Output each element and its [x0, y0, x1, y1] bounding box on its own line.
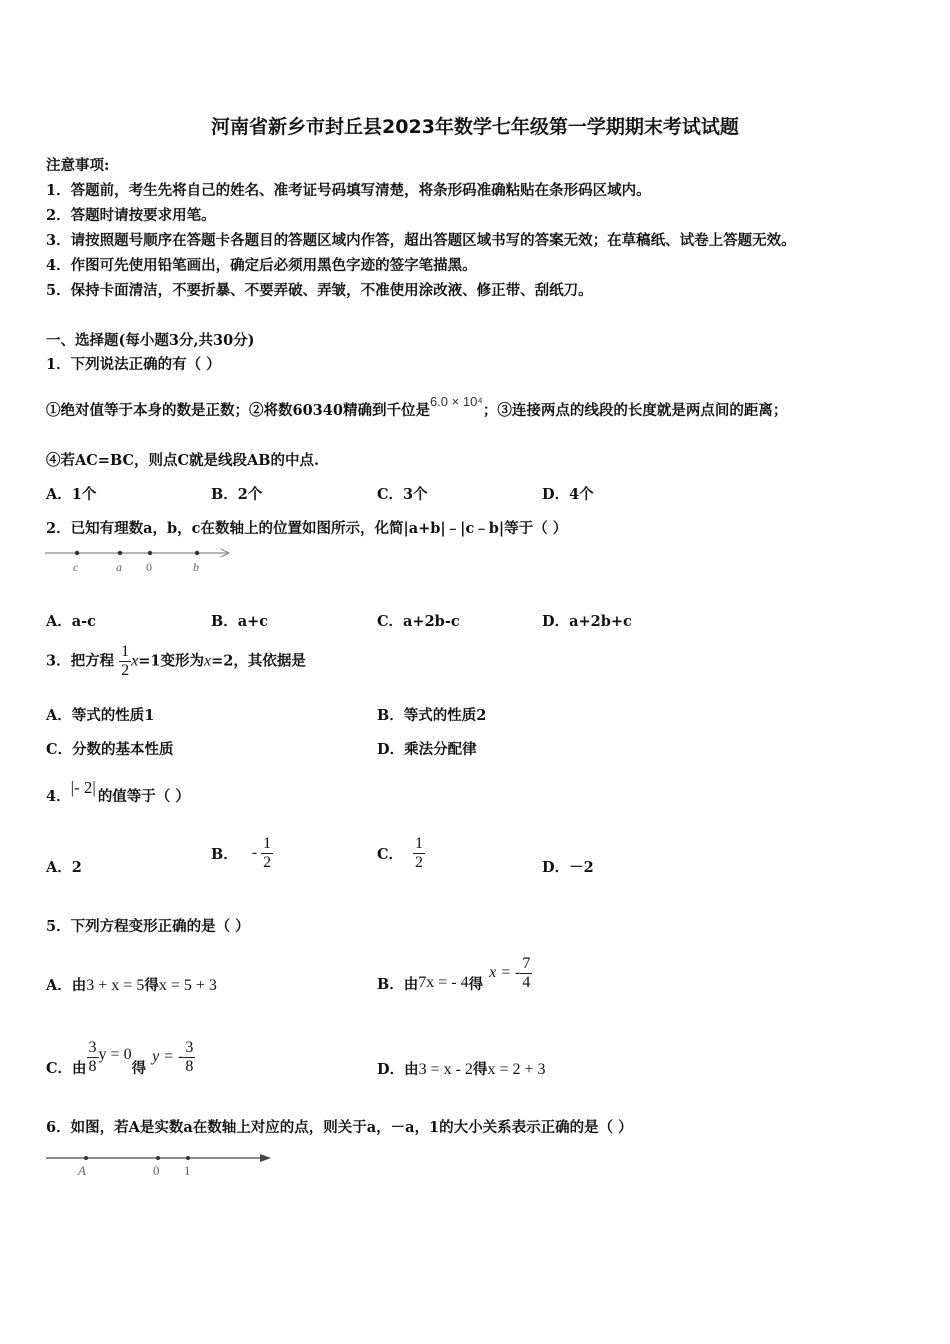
q1-option-b: B．2个 [211, 486, 263, 503]
section-heading: 一、选择题(每小题3分,共30分) [46, 332, 255, 349]
q1-stem: 1．下列说法正确的有（ ） [46, 356, 221, 373]
q6-label-0: 0 [153, 1163, 160, 1178]
q5-option-b-fraction [520, 955, 532, 992]
q2-point-b [195, 551, 199, 555]
q5-option-b-label: B．由 [377, 975, 419, 993]
q5-option-c [46, 1034, 195, 1080]
q2-label-c: c [73, 560, 79, 574]
q4-option-c-label: C． [377, 845, 404, 863]
q5-option-c-lhs: y = - [152, 1048, 184, 1065]
q2-option-d: D．a+2b+c [542, 613, 632, 630]
q1-statement-2: ③连接两点的线段的长度就是两点间的距离； [497, 402, 788, 419]
q3-option-c: C．分数的基本性质 [46, 741, 174, 758]
q1-option-a: A．1个 [46, 486, 97, 503]
q4-abs-expr: |- 2| [70, 778, 96, 797]
q5-option-b [377, 950, 532, 996]
q3-frac-num: 1 [121, 643, 130, 660]
q5-stem: 5．下列方程变形正确的是（ ） [46, 918, 250, 935]
q5-option-b-de: 得 [468, 975, 484, 993]
q4-option-b-label: B． [211, 845, 238, 863]
q4-number: 4． [46, 788, 71, 805]
q2-label-a: a [116, 560, 122, 574]
q1-statement-1: ①绝对值等于本身的数是正数；②将数60340精确到千位是 [46, 402, 430, 419]
q1-statement-line-1 [46, 394, 788, 420]
q3-var-x-2: x [204, 652, 212, 670]
q5-option-c-mid: y = 0 [98, 1046, 132, 1063]
q3-stem [46, 643, 306, 680]
q4-option-b-fraction [261, 835, 273, 872]
q4-option-b-num: 1 [263, 834, 272, 852]
q3-option-b: B．等式的性质2 [377, 707, 487, 724]
q4-option-b [211, 830, 273, 876]
q5-option-a-expr-2: x = 5 + 3 [158, 977, 217, 994]
q5-option-a [46, 974, 217, 995]
q4-stem [46, 778, 190, 806]
q5-option-c-den-2: 8 [185, 1057, 194, 1075]
q1-option-c: C．3个 [377, 486, 428, 503]
q2-option-b: B．a+c [211, 613, 269, 630]
q4-option-c-fraction [413, 835, 425, 872]
q3-suffix-1: =1变形为 [138, 652, 205, 670]
q6-point-1 [186, 1156, 190, 1160]
q5-option-b-num: 7 [522, 954, 531, 972]
q3-option-d: D．乘法分配律 [377, 741, 477, 758]
q1-option-d: D．4个 [542, 486, 594, 503]
notes-heading: 注意事项: [46, 157, 110, 174]
q1-sci-notation: 6.0 × 10⁴ [429, 394, 483, 409]
q3-option-a: A．等式的性质1 [46, 707, 155, 724]
q2-point-c [75, 551, 79, 555]
q2-number-line [40, 540, 240, 576]
note-item-4: 4．作图可先使用铅笔画出，确定后必须用黑色字迹的签字笔描黑。 [46, 257, 477, 274]
q6-point-0 [156, 1156, 160, 1160]
note-item-3: 3．请按照题号顺序在答题卡各题目的答题区域内作答，超出答题区域书写的答案无效；在草稿纸、试卷上答题无效。 [46, 232, 796, 249]
q5-option-c-label: C．由 [46, 1059, 87, 1077]
note-item-2: 2．答题时请按要求用笔。 [46, 207, 216, 224]
q5-option-c-den-1: 8 [88, 1057, 97, 1075]
q6-stem: 6．如图，若A是实数a在数轴上对应的点，则关于a，－a，1的大小关系表示正确的是（ ） [46, 1119, 633, 1136]
q1-sci-tail: ； [482, 402, 498, 419]
q2-label-b: b [193, 560, 199, 574]
q2-label-0: 0 [146, 560, 152, 574]
q5-option-b-den: 4 [522, 973, 531, 991]
q3-var-x: x [131, 652, 139, 670]
q4-option-b-sign: - [251, 844, 258, 861]
q4-option-c-den: 2 [415, 853, 424, 871]
q4-option-b-den: 2 [263, 853, 272, 871]
q5-option-c-fraction-1 [87, 1039, 99, 1076]
q5-option-c-num-1: 3 [88, 1038, 97, 1056]
q2-option-a: A．a-c [46, 613, 96, 630]
q2-point-0 [148, 551, 152, 555]
note-item-1: 1．答题前，考生先将自己的姓名、准考证号码填写清楚，将条形码准确粘贴在条形码区域内。 [46, 182, 651, 199]
q6-number-line [40, 1148, 280, 1184]
q4-option-c-num: 1 [415, 834, 424, 852]
q5-option-a-expr-1: 3 + x = 5 [86, 977, 145, 994]
q5-option-a-de: 得 [144, 977, 159, 994]
q6-label-a: A [78, 1163, 86, 1178]
q3-prefix: 3．把方程 [46, 652, 115, 670]
q3-suffix-2: =2，其依据是 [211, 652, 306, 670]
q6-label-1: 1 [184, 1163, 191, 1178]
q4-option-c [377, 830, 425, 876]
q5-option-d [377, 1058, 545, 1079]
q6-point-a [84, 1156, 88, 1160]
q5-option-d-de: 得 [472, 1061, 488, 1078]
q3-fraction [119, 643, 131, 680]
q5-option-d-expr-2: x = 2 + 3 [487, 1061, 546, 1078]
q5-option-c-de: 得 [131, 1059, 147, 1077]
q5-option-b-expr-1: 7x = - 4 [418, 974, 469, 991]
q5-option-a-label: A．由 [46, 977, 87, 994]
q1-statement-3: ④若AC=BC，则点C就是线段AB的中点. [46, 452, 320, 469]
q4-text: 的值等于（ ） [97, 788, 190, 805]
q5-option-d-label: D．由 [377, 1061, 419, 1078]
q4-option-a: A．2 [46, 859, 82, 876]
q6-axis-arrow [260, 1154, 271, 1162]
page-title: 河南省新乡市封丘县2023年数学七年级第一学期期末考试试题 [211, 116, 739, 138]
q3-frac-den: 2 [121, 662, 130, 679]
q4-option-d: D．－2 [542, 859, 594, 876]
q2-option-c: C．a+2b-c [377, 613, 460, 630]
q5-option-b-lhs: x = - [489, 964, 521, 981]
q5-option-c-num-2: 3 [185, 1038, 194, 1056]
q5-option-c-fraction-2 [183, 1039, 195, 1076]
q2-stem: 2．已知有理数a，b，c在数轴上的位置如图所示，化简|a+b|﹣|c﹣b|等于（ ） [46, 520, 568, 537]
note-item-5: 5．保持卡面清洁，不要折暴、不要弄破、弄皱，不准使用涂改液、修正带、刮纸刀。 [46, 282, 593, 299]
q2-point-a [118, 551, 122, 555]
q5-option-d-expr-1: 3 = x - 2 [418, 1061, 473, 1078]
